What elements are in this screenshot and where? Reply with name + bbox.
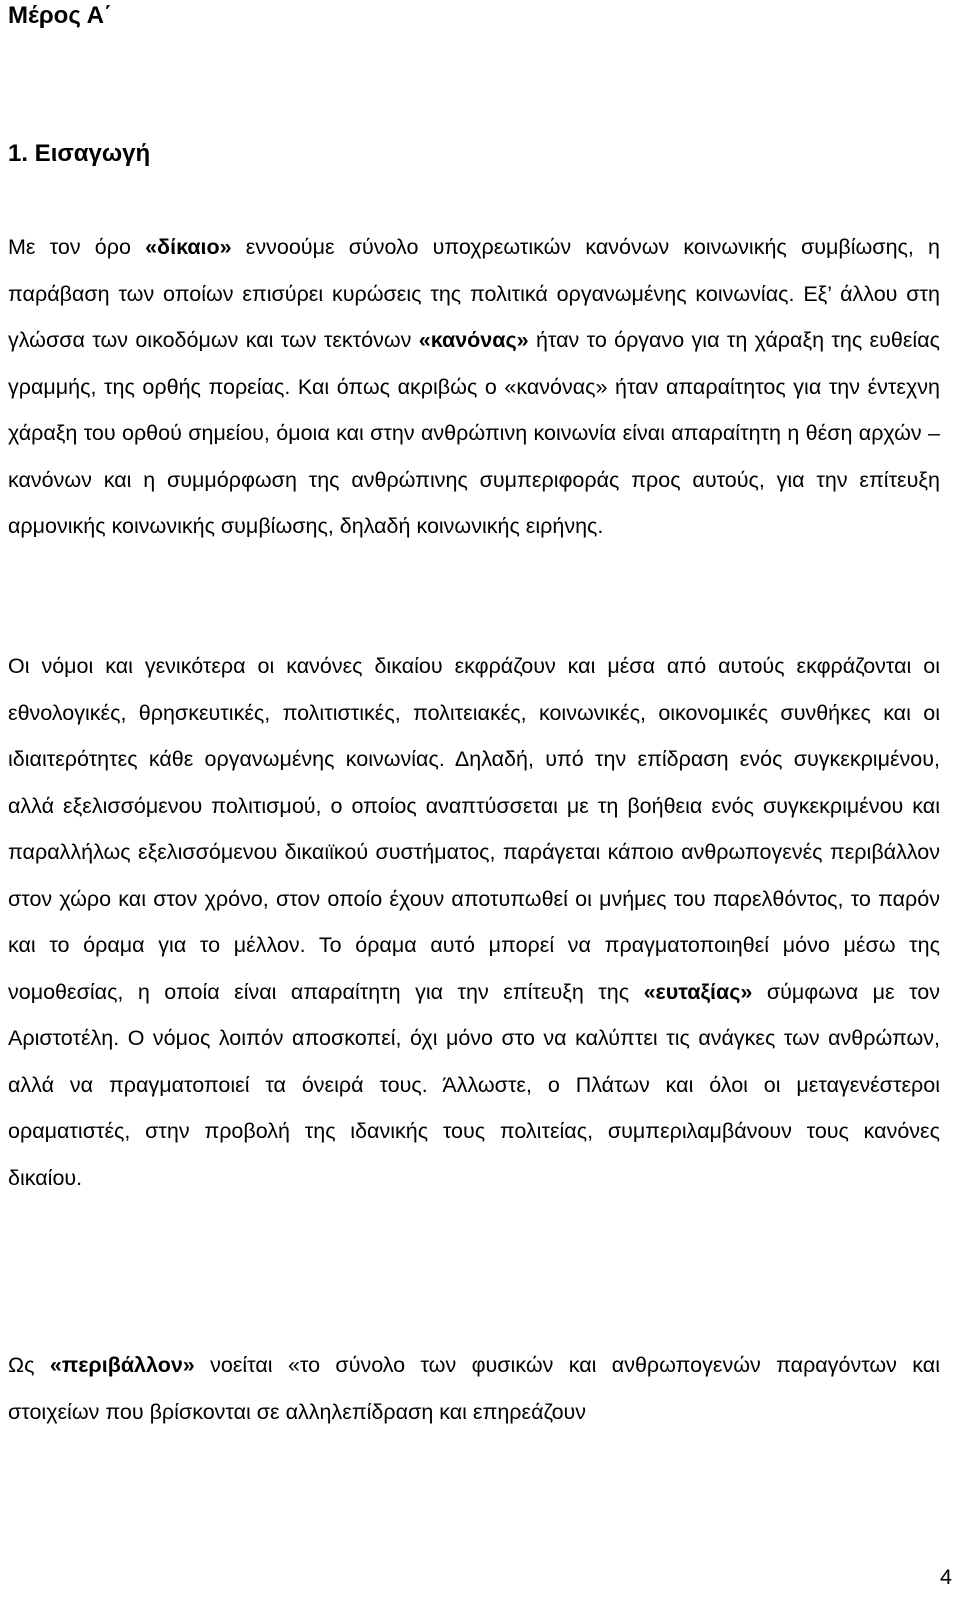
body-paragraph <box>8 643 940 1201</box>
bold-term: «περιβάλλον» <box>49 1353 195 1377</box>
bold-term: «ευταξίας» <box>643 979 753 1004</box>
page-number: 4 <box>940 1565 952 1589</box>
text-run: σύμφωνα με τον Αριστοτέλη. Ο νόμος λοιπόν αποσκοπεί, όχι μόνο στο να καλύπτει τις ανάγκες των ανθρώπων, αλλά να πραγματοποιεί τα όνειρά τους. Άλλωστε, ο Πλάτων και όλοι οι μεταγενέστεροι οραματιστές, στην προβολή της ιδανικής τους πολιτείας, συμπεριλαμβάνουν τους κανόνες δικαίου. <box>8 979 940 1190</box>
text-run: εννοούμε σύνολο υποχρεωτικών κανόνων κοινωνικής συμβίωσης, η παράβαση των οποίων επισύρει κυρώσεις της πολιτικά οργανωμένης κοινωνίας. Εξ’ άλλου στη γλώσσα των οικοδόμων και των τεκτόνων <box>8 235 941 352</box>
bold-term: «κανόνας» <box>418 328 529 352</box>
section-heading: 1. Εισαγωγή <box>8 140 151 167</box>
part-heading: Μέρος Α΄ <box>8 2 112 29</box>
text-run: νοείται «το σύνολο των φυσικών και ανθρωπογενών παραγόντων και στοιχείων που βρίσκονται σε αλληλεπίδραση και επηρεάζουν <box>8 1353 940 1424</box>
text-run: Οι νόμοι και γενικότερα οι κανόνες δικαίου εκφράζουν και μέσα από αυτούς εκφράζονται οι εθνολογικές, θρησκευτικές, πολιτιστικές, πολιτειακές, κοινωνικές, οικονομικές συνθήκες και οι ιδιαιτερότητες κάθε οργανωμένης κοινωνίας. Δηλαδή, υπό την επίδραση ενός συγκεκριμένου, αλλά εξελισσόμενου πολιτισμού, ο οποίος αναπτύσσεται με τη βοήθεια ενός συγκεκριμένου και παραλλήλως εξελισσόμενου δικαιϊκού συστήματος, παράγεται κάποιο ανθρωπογενές περιβάλλον στον χώρο και στον χρόνο, στον οποίο έχουν αποτυπωθεί οι μνήμες του παρελθόντος, το παρόν και το όραμα για το μέλλον. Το όραμα αυτό μπορεί να πραγματοποιηθεί μόνο μέσω της νομοθεσίας, η οποία είναι απαραίτητη για την επίτευξη της <box>8 654 940 1004</box>
text-run: ήταν το όργανο για τη χάραξη της ευθείας γραμμής, της ορθής πορείας. Και όπως ακριβώς ο «κανόνας» ήταν απαραίτητος για την έντεχνη χάραξη του ορθού σημείου, όμοια και στην ανθρώπινη κοινωνία είναι απαραίτητη η θέση αρχών – κανόνων και η συμμόρφωση της ανθρώπινης συμπεριφοράς προς αυτούς, για την επίτευξη αρμονικής κοινωνικής συμβίωσης, δηλαδή κοινωνικής ειρήνης. <box>8 328 940 538</box>
bold-term: «δίκαιο» <box>145 235 232 259</box>
text-run: Με τον όρο <box>8 235 146 259</box>
text-run: Ως <box>8 1353 50 1377</box>
body-paragraph <box>8 1342 940 1435</box>
body-paragraph <box>8 224 940 550</box>
